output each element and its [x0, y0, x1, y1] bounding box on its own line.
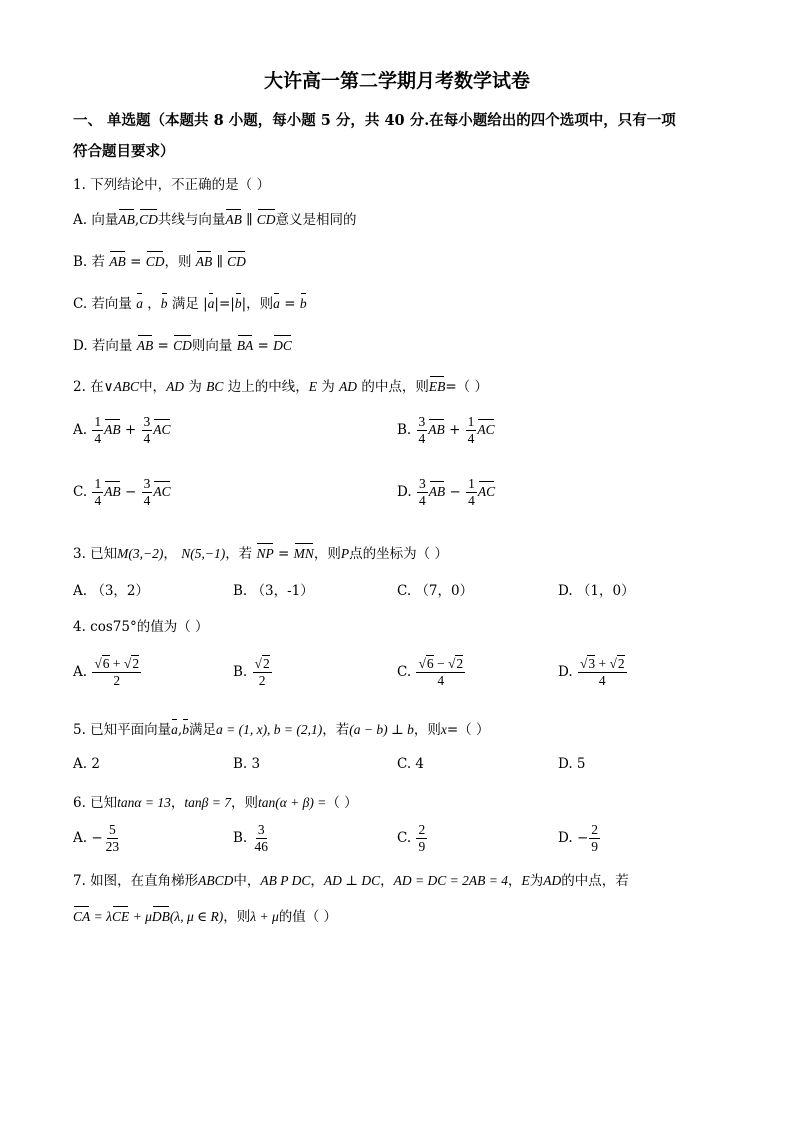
numerator: 3 [143, 414, 151, 429]
vec-cd: CD [173, 338, 192, 353]
q2-option-a [73, 414, 171, 447]
fraction [104, 822, 122, 855]
vec-cd: CD [145, 254, 165, 269]
numerator: √6 − √2 [418, 656, 464, 671]
vec-cd: CD [256, 212, 276, 227]
q1-d-prefix: D. 若向量 [73, 338, 133, 354]
vec-mn: MN [293, 546, 314, 561]
fraction [92, 414, 103, 447]
vec-ab: AB [104, 422, 121, 437]
denominator: 4 [94, 431, 102, 446]
q1-a-suffix: 意义是相同的 [275, 212, 357, 228]
q2-ad: AD [166, 379, 185, 394]
numerator: 3 [257, 822, 265, 837]
radicand: 2 [617, 656, 625, 671]
q7-text: ，则 [223, 909, 251, 925]
denominator: 4 [467, 431, 475, 446]
q3-text: ，则 [313, 546, 341, 562]
q7-text: + μ [129, 909, 152, 924]
fraction [92, 476, 103, 509]
q5-perp-condition: (a − b) ⊥ b [349, 722, 414, 737]
numerator: 2 [418, 822, 426, 837]
q4-option-c [397, 656, 466, 689]
vec-b: b [160, 296, 168, 311]
q7-text: 的值（ ） [278, 909, 338, 925]
fraction [92, 656, 141, 689]
q6-d-label: D. [558, 830, 573, 846]
q1-a-mid: 共线与向量 [157, 212, 226, 228]
numerator: 1 [467, 414, 475, 429]
numerator: 2 [591, 822, 598, 837]
q3-option-c: C. （7，0） [397, 583, 474, 599]
q5-text: ，则 [413, 722, 441, 738]
denominator: 4 [94, 493, 102, 508]
q5-stem-prefix: 5. 已知平面向量 [73, 722, 172, 738]
operator: + [124, 422, 137, 438]
vec-ab: AB [428, 484, 446, 499]
vec-db: DB [151, 909, 170, 924]
fraction [589, 822, 600, 855]
denominator: 9 [418, 839, 426, 854]
fraction [253, 656, 272, 689]
q2-e: E [308, 379, 317, 394]
q7-condition: (λ, μ ∈ R) [169, 909, 224, 924]
q3-stem-tail: 点的坐标为（ ） [349, 546, 448, 562]
q6-stem-end: （ ） [326, 795, 358, 811]
vec-ab: AB [195, 254, 213, 269]
vec-dc: DC [273, 338, 292, 353]
q6-tan-beta: tanβ = 7 [184, 795, 231, 810]
q6-option-b [233, 822, 271, 855]
q2-text: 为 [321, 379, 335, 395]
operator: + [598, 656, 607, 671]
q2-abc: ABC [113, 379, 140, 394]
fraction [578, 656, 627, 689]
denominator: 2 [258, 673, 266, 688]
q7-text: ， [310, 873, 324, 889]
numerator: 1 [94, 414, 102, 429]
q4-option-d [558, 656, 628, 689]
q1-option-a: A. 向量AB,CD共线与向量AB ∥ CD意义是相同的 [73, 212, 357, 228]
fraction [417, 476, 428, 509]
q6-stem [73, 791, 358, 811]
radicand: 6 [102, 656, 110, 671]
vec-eb: EB [428, 379, 446, 394]
denominator: 23 [105, 839, 120, 854]
numerator: 1 [94, 476, 102, 491]
minus-sign: − [91, 830, 103, 846]
q4-option-b [233, 656, 273, 689]
q7-abcd: ABCD [198, 873, 234, 888]
vec-a: a [136, 296, 143, 311]
vec-ce: CE [111, 909, 130, 924]
denominator: 4 [143, 493, 151, 508]
fraction [416, 822, 427, 855]
q4-option-a [73, 656, 142, 689]
q1-option-b: B. 若 AB = CD，则 AB ∥ CD [73, 254, 246, 270]
q7-e: E [521, 873, 530, 888]
q1-b-mid: ，则 [164, 254, 192, 270]
q7-line-1 [73, 869, 629, 889]
minus-sign: − [576, 830, 589, 846]
denominator: 4 [143, 431, 151, 446]
vec-ac: AC [153, 484, 171, 499]
q3-stem: 3. 已知M(3,−2)， N(5,−1)，若 NP = MN，则P点的坐标为（ ） [73, 546, 448, 562]
q2-option-b [397, 414, 495, 447]
q7-text: ， [507, 873, 522, 889]
q2-text: 的中点，则 [361, 379, 429, 395]
q7-text: 的中点，若 [561, 873, 629, 889]
operator: + [112, 656, 121, 671]
section-heading: 一、 单选题（本题共 8 小题，每小题 5 分，共 40 分.在每小题给出的四个选项中，只有一项 [73, 112, 676, 129]
q5-text: ，若 [322, 722, 350, 738]
numerator: √3 + √2 [579, 656, 625, 671]
vec-a: a [171, 722, 178, 737]
vec-ab: AB [428, 422, 445, 437]
vec-cd: CD [139, 212, 158, 227]
q2-ad: AD [339, 379, 358, 394]
q7-lengths: AD = DC = 2AB = 4 [393, 873, 508, 888]
denominator: 4 [418, 431, 426, 446]
q7-parallel: AB P DC [260, 873, 311, 888]
q7-text: 为 [529, 873, 544, 889]
vec-ac: AC [477, 422, 495, 437]
q5-option-b: B. 3 [233, 756, 261, 772]
q2-a-label: A. [73, 422, 88, 438]
numerator: 1 [468, 476, 475, 491]
radicand: 3 [588, 656, 596, 671]
q7-text: 中， [233, 873, 261, 889]
q2-stem [73, 375, 488, 395]
q7-sum: λ + μ [250, 909, 279, 924]
numerator: 3 [418, 414, 426, 429]
vec-ca: CA [73, 909, 91, 924]
q1-b-prefix: B. 若 [73, 254, 106, 270]
denominator: 9 [591, 839, 598, 854]
numerator: √6 + √2 [94, 656, 140, 671]
q1-option-d: D. 若向量 AB = CD则向量 BA = DC [73, 338, 292, 354]
operator: − [449, 484, 461, 500]
q5-vector-values: a = (1, x), b = (2,1) [215, 722, 323, 737]
fraction [416, 656, 465, 689]
radicand: 2 [262, 656, 270, 671]
fraction [142, 476, 153, 509]
numerator: 3 [143, 476, 151, 491]
q3-point-n: N(5,−1) [181, 546, 226, 561]
vec-a: a [273, 296, 280, 311]
q5-stem-tail: =（ ） [446, 722, 490, 738]
q6-option-c [397, 822, 428, 855]
q6-a-label: A. [73, 830, 88, 846]
vec-ab: AB [118, 212, 135, 227]
vec-b: b [299, 296, 307, 311]
q3-option-d: D. （1，0） [558, 583, 635, 599]
q2-b-label: B. [397, 422, 412, 438]
q7-line-2 [73, 905, 337, 925]
q3-text: ，若 [225, 546, 253, 562]
denominator: 4 [468, 493, 475, 508]
radicand: 2 [132, 656, 140, 671]
q2-d-label: D. [397, 484, 412, 500]
q6-stem-prefix: 6. 已知 [73, 795, 118, 811]
q3-point-m: M(3,−2) [117, 546, 164, 561]
q5-var-x: x [440, 722, 447, 737]
q3-stem-prefix: 3. 已知 [73, 546, 118, 562]
q6-text: ，则 [230, 795, 258, 811]
q2-c-label: C. [73, 484, 88, 500]
vec-ab: AB [225, 212, 242, 227]
vec-a: a [207, 296, 215, 311]
q4-b-label: B. [233, 664, 248, 680]
q1-stem: 1. 下列结论中，不正确的是（ ） [73, 177, 270, 193]
vec-b: b [182, 722, 189, 737]
fraction [466, 476, 477, 509]
denominator: 4 [437, 673, 445, 688]
operator: − [124, 484, 137, 500]
q6-c-label: C. [397, 830, 412, 846]
q3-option-a: A. （3，2） [73, 583, 150, 599]
q2-stem-end: =（ ） [445, 379, 488, 395]
q2-text: 边上的中线， [227, 379, 309, 395]
radicand: 2 [456, 656, 464, 671]
operator: + [449, 422, 461, 438]
q5-option-c: C. 4 [397, 756, 425, 772]
denominator: 4 [598, 673, 606, 688]
q4-d-label: D. [558, 664, 573, 680]
q7-text: = λ [90, 909, 112, 924]
fraction [466, 414, 477, 447]
q4-a-label: A. [73, 664, 88, 680]
q5-stem: 5. 已知平面向量a,b满足a = (1, x), b = (2,1)，若(a − b) ⊥ b，则x=（ ） [73, 722, 490, 738]
q3-option-b: B. （3，-1） [233, 583, 314, 599]
q3-point-p: P [340, 546, 350, 561]
page-title: 大许高一第二学期月考数学试卷 [263, 70, 530, 92]
q6-option-d [558, 822, 601, 855]
q2-option-c [73, 476, 171, 509]
q1-c-mid2: ，则 [246, 296, 274, 312]
vec-cd: CD [227, 254, 246, 269]
numerator: 3 [418, 476, 426, 491]
q7-text: 7. 如图，在直角梯形 [73, 873, 199, 889]
vec-ac: AC [153, 422, 171, 437]
q2-text: 中， [139, 379, 167, 395]
q4-stem: 4. cos75°的值为（ ） [73, 619, 209, 635]
denominator: 2 [113, 673, 121, 688]
denominator: 4 [418, 493, 426, 508]
numerator: 5 [109, 822, 116, 837]
q5-option-a: A. 2 [73, 756, 100, 772]
denominator: 46 [254, 839, 269, 854]
q7-text: ， [380, 873, 394, 889]
section-heading-cont: 符合题目要求） [73, 143, 175, 160]
fraction [417, 414, 428, 447]
q5-text: 满足 [188, 722, 216, 738]
q1-c-mid: 满足 [171, 296, 199, 312]
numerator: √2 [254, 656, 270, 671]
q4-c-label: C. [397, 664, 412, 680]
vec-ab: AB [136, 338, 154, 353]
q2-bc: BC [206, 379, 224, 394]
operator: − [436, 656, 445, 671]
q7-perp: AD ⊥ DC [323, 873, 381, 888]
q2-stem-prefix: 2. 在∨ [73, 379, 114, 395]
vec-ab: AB [104, 484, 121, 499]
q5-option-d: D. 5 [558, 756, 586, 772]
q1-c-prefix: C. 若向量 [73, 296, 132, 312]
vec-np: NP [256, 546, 274, 561]
q1-a-prefix: A. 向量 [73, 212, 119, 228]
q6-tan-alpha: tanα = 13 [117, 795, 171, 810]
fraction [142, 414, 153, 447]
vec-ac: AC [477, 484, 496, 499]
vec-ba: BA [236, 338, 254, 353]
q7-ad: AD [543, 873, 562, 888]
q6-text: ， [170, 795, 185, 811]
radicand: 6 [426, 656, 434, 671]
q1-d-mid: 则向量 [191, 338, 233, 354]
q6-option-a [73, 822, 122, 855]
vec-ab: AB [109, 254, 126, 269]
fraction [253, 822, 271, 855]
q2-option-d [397, 476, 495, 509]
q6-tan-sum: tan(α + β) = [257, 795, 327, 810]
q2-text: 为 [188, 379, 202, 395]
vec-b: b [234, 296, 242, 311]
q6-b-label: B. [233, 830, 248, 846]
q1-option-c: C. 若向量 a ，b 满足 |a|=|b|，则a = b [73, 296, 307, 312]
